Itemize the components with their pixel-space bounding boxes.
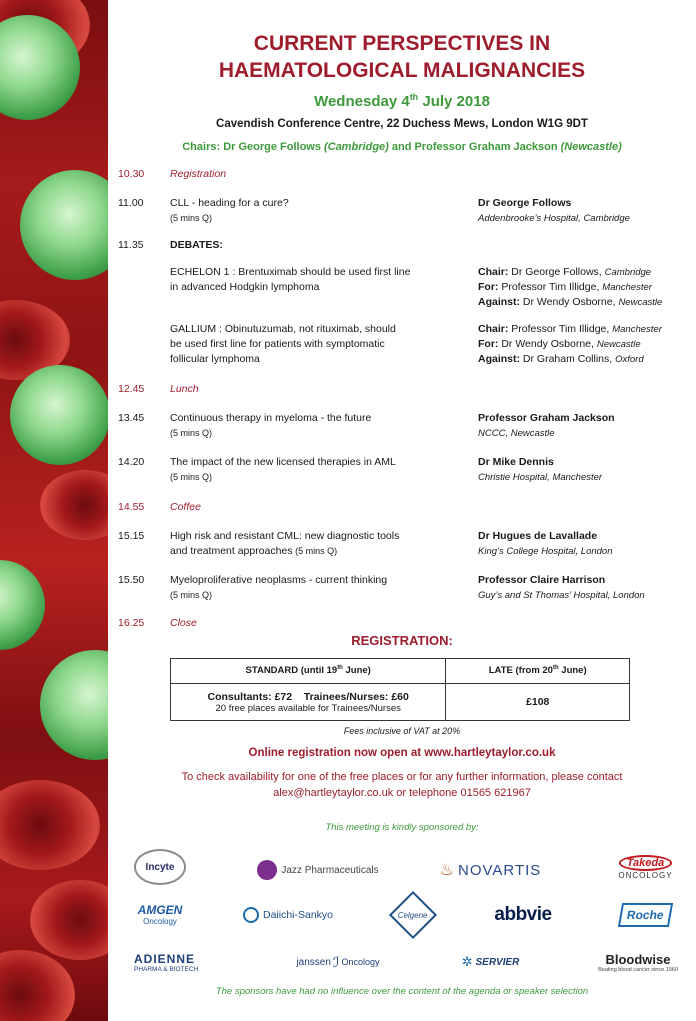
session-registration: Registration [170, 168, 227, 180]
debate-gallium: GALLIUM : Obinutuzumab, not rituximab, should be used first line for patients with symptomatic follicular lymphoma [170, 323, 396, 365]
online-registration: Online registration now open at www.hartleytaylor.co.uk [248, 747, 556, 759]
session-cml: High risk and resistant CML: new diagnostic tools and treatment approaches (5 mins Q) [170, 530, 400, 557]
speaker-aml: Dr Mike Dennis Christie Hospital, Manchester [478, 456, 603, 483]
contact-info: To check availability for one of the free places or for any further information, please contact alex@hartleytaylor.co.uk or telephone 01565 621967 [181, 771, 623, 799]
time-1100: 11.00 [118, 197, 144, 209]
session-aml: The impact of the new licensed therapies in AML (5 mins Q) [170, 456, 396, 482]
standard-header: STANDARD (until 19th June) [171, 659, 446, 684]
debate-gallium-panel: Chair: Professor Tim Illidge, Manchester For: Dr Wendy Osborne, Newcastle Against: Dr Graham Collins, Oxford [478, 323, 662, 365]
takeda-logo: Takeda ONCOLOGY [618, 856, 673, 880]
speaker-cml: Dr Hugues de Lavallade King’s College Hospital, London [478, 530, 613, 557]
adienne-logo: ADIENNE PHARMA & BIOTECH [134, 951, 199, 973]
session-lunch: Lunch [170, 383, 199, 395]
speaker-cll: Dr George Follows Addenbrooke’s Hospital, Cambridge [478, 197, 630, 224]
incyte-logo: Incyte [130, 850, 190, 884]
title-line-1: CURRENT PERSPECTIVES IN [253, 32, 551, 55]
novartis-logo: ♨ NOVARTIS [439, 861, 542, 879]
abbvie-logo: abbvie [494, 904, 552, 925]
sponsors-heading: This meeting is kindly sponsored by: [325, 822, 479, 833]
blood-cells-image [0, 0, 108, 1021]
time-1245: 12.45 [118, 383, 145, 395]
main-content [108, 0, 696, 1021]
late-fee: £108 [446, 684, 630, 721]
session-debates: DEBATES: [170, 239, 223, 251]
session-myeloma: Continuous therapy in myeloma - the future (5 mins Q) [170, 412, 372, 438]
time-1135: 11.35 [118, 239, 144, 251]
amgen-logo: AMGEN Oncology [137, 902, 183, 926]
time-1420: 14.20 [118, 456, 145, 468]
venue: Cavendish Conference Centre, 22 Duchess Mews, London W1G 9DT [216, 118, 588, 130]
late-header: LATE (from 20th June) [446, 659, 630, 684]
event-date: Wednesday 4th July 2018 [314, 92, 490, 110]
janssen-logo: janssen ℐ Oncology [296, 953, 380, 970]
time-1030: 10.30 [118, 168, 145, 180]
chairs: Chairs: Dr George Follows (Cambridge) and Professor Graham Jackson (Newcastle) [182, 141, 622, 153]
session-coffee: Coffee [170, 501, 201, 513]
debate-echelon: ECHELON 1 : Brentuximab should be used first line in advanced Hodgkin lymphoma [170, 266, 411, 293]
celgene-logo: Celgene [383, 898, 443, 932]
bloodwise-logo: Bloodwise Beating blood cancer since 1960 [598, 951, 678, 973]
title-line-2: HAEMATOLOGICAL MALIGNANCIES [218, 59, 586, 82]
time-1550: 15.50 [118, 574, 145, 586]
speaker-mpn: Professor Claire Harrison Guy’s and St Thomas’ Hospital, London [478, 574, 645, 601]
servier-logo: ✲ SERVIER [461, 954, 520, 969]
speaker-myeloma: Professor Graham Jackson NCCC, Newcastle [478, 412, 615, 439]
session-cll: CLL - heading for a cure? (5 mins Q) [170, 197, 289, 223]
roche-logo: Roche [613, 898, 678, 932]
jazz-logo: Jazz Pharmaceuticals [253, 853, 383, 887]
fees-table [170, 658, 630, 721]
time-1515: 15.15 [118, 530, 145, 542]
registration-heading: REGISTRATION: [351, 633, 453, 648]
standard-fees: Consultants: £72 Trainees/Nurses: £60 20 free places available for Trainees/Nurses [171, 684, 446, 721]
vat-note: Fees inclusive of VAT at 20% [343, 726, 461, 736]
time-1345: 13.45 [118, 412, 145, 424]
debate-echelon-panel: Chair: Dr George Follows, Cambridge For: Professor Tim Illidge, Manchester Against: Dr Wendy Osborne, Newcastle [478, 266, 663, 308]
session-mpn: Myeloproliferative neoplasms - current thinking (5 mins Q) [170, 574, 388, 600]
daiichi-logo: Daiichi-Sankyo [238, 898, 338, 932]
time-1455: 14.55 [118, 501, 145, 513]
time-1625: 16.25 [118, 617, 145, 629]
session-close: Close [170, 617, 197, 629]
sponsor-disclaimer: The sponsors have had no influence over the content of the agenda or speaker selection [215, 986, 589, 997]
